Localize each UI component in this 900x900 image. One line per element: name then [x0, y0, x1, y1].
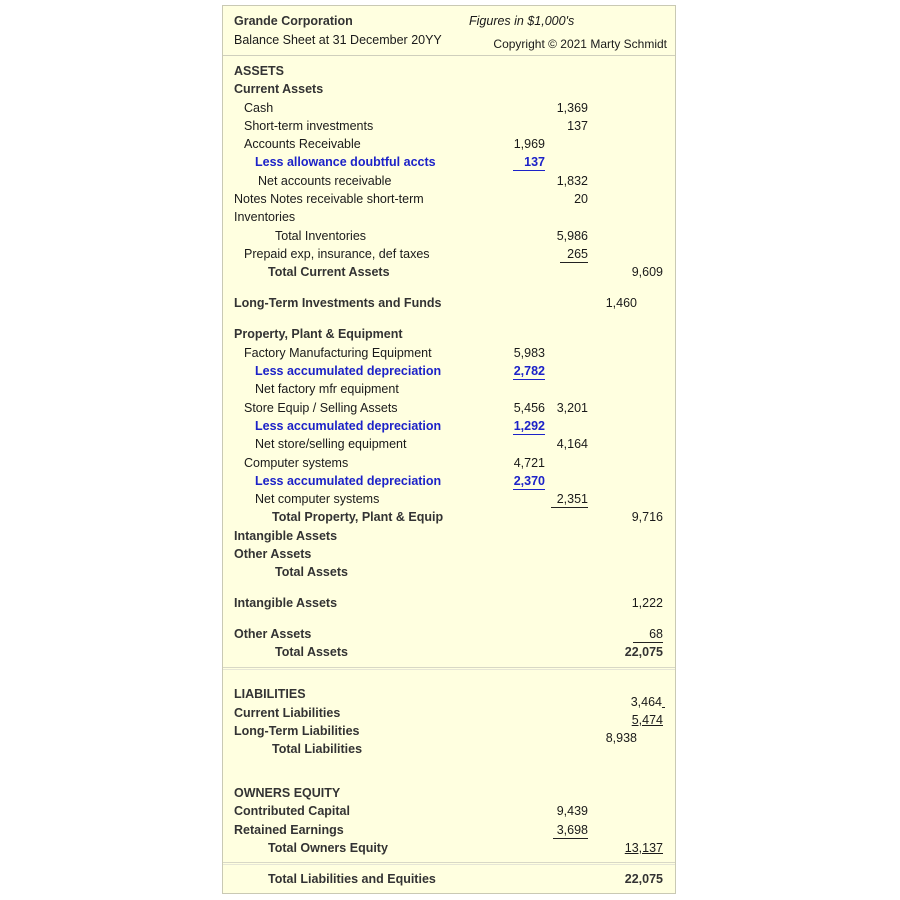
- inventories-label: Inventories: [234, 210, 296, 224]
- sheet-subtitle: Balance Sheet at 31 December 20YY: [234, 33, 442, 47]
- total-liabilities-value: 8,938: [605, 731, 637, 745]
- long-term-liabilities-value: 5,474: [631, 713, 663, 727]
- contributed-capital-value: 9,439: [556, 804, 588, 818]
- total-owners-equity-value: 13,137: [624, 841, 663, 855]
- factory-depreciation-value: 2,782: [513, 364, 545, 378]
- owners-equity-heading: OWNERS EQUITY: [234, 786, 341, 800]
- stray-total-assets-label: Total Assets: [275, 565, 348, 579]
- net-factory-label: Net factory mfr equipment: [255, 382, 399, 396]
- cash-value: 1,369: [556, 101, 588, 115]
- store-equipment-label: Store Equip / Selling Assets: [244, 401, 398, 415]
- figures-note: Figures in $1,000's: [469, 14, 575, 28]
- stray-other-label: Other Assets: [234, 547, 312, 561]
- equity-divider: [223, 862, 675, 863]
- assets-divider: [223, 667, 675, 668]
- current-liabilities-value: [631, 695, 665, 710]
- current-assets-heading: Current Assets: [234, 82, 324, 96]
- less-allowance-value: 137: [513, 155, 545, 171]
- store-depreciation-value: 1,292: [513, 419, 545, 433]
- other-assets-label: Other Assets: [234, 627, 312, 641]
- computer-systems-label: Computer systems: [244, 456, 349, 470]
- accounts-receivable-value: 1,969: [513, 137, 545, 151]
- cash-label: Cash: [244, 101, 274, 115]
- header-divider: [223, 55, 675, 56]
- total-inventories-label: Total Inventories: [275, 229, 367, 243]
- less-allowance-label: Less allowance doubtful accts: [255, 155, 436, 169]
- total-inventories-value: 5,986: [556, 229, 588, 243]
- other-assets-value: 68: [633, 627, 663, 643]
- intangible-assets-label: Intangible Assets: [234, 596, 338, 610]
- notes-receivable-label: Notes Notes receivable short-term: [234, 192, 424, 206]
- total-ppe-value: 9,716: [631, 510, 663, 524]
- copyright-note: Copyright © 2021 Marty Schmidt: [493, 37, 667, 51]
- liabilities-heading: LIABILITIES: [234, 687, 306, 701]
- total-assets-value: 22,075: [624, 645, 663, 659]
- total-current-assets-value: 9,609: [631, 265, 663, 279]
- net-ar-label: Net accounts receivable: [258, 174, 392, 188]
- net-computer-label: Net computer systems: [255, 492, 380, 506]
- retained-earnings-label: Retained Earnings: [234, 823, 344, 837]
- net-computer-value: 2,351: [551, 492, 588, 508]
- computer-depreciation-label: Less accumulated depreciation: [255, 474, 442, 488]
- balance-sheet: [222, 5, 676, 894]
- total-liabilities-label: Total Liabilities: [272, 742, 363, 756]
- net-store-label: Net store/selling equipment: [255, 437, 407, 451]
- factory-depreciation-label: Less accumulated depreciation: [255, 364, 442, 378]
- ppe-heading: Property, Plant & Equipment: [234, 327, 403, 341]
- net-factory-value: 3,201: [556, 401, 588, 415]
- stray-intangible-label: Intangible Assets: [234, 529, 338, 543]
- total-assets-label: Total Assets: [275, 645, 348, 659]
- short-term-investments-label: Short-term investments: [244, 119, 374, 133]
- computer-depreciation-value: 2,370: [513, 474, 545, 488]
- company-name: Grande Corporation: [234, 14, 353, 28]
- store-depreciation-label: Less accumulated depreciation: [255, 419, 442, 433]
- assets-heading: ASSETS: [234, 64, 285, 78]
- notes-receivable-value: 20: [574, 192, 588, 206]
- intangible-assets-value: 1,222: [631, 596, 663, 610]
- factory-equipment-label: Factory Manufacturing Equipment: [244, 346, 432, 360]
- total-owners-equity-label: Total Owners Equity: [268, 841, 388, 855]
- computer-systems-value: 4,721: [513, 456, 545, 470]
- long-term-liabilities-label: Long-Term Liabilities: [234, 724, 360, 738]
- total-liabilities-equities-label: Total Liabilities and Equities: [268, 872, 436, 886]
- long-term-investments-label: Long-Term Investments and Funds: [234, 296, 442, 310]
- store-equipment-value: 5,456: [513, 401, 545, 415]
- total-ppe-label: Total Property, Plant & Equip: [272, 510, 444, 524]
- contributed-capital-label: Contributed Capital: [234, 804, 350, 818]
- retained-earnings-value: 3,698: [553, 823, 588, 839]
- accounts-receivable-label: Accounts Receivable: [244, 137, 361, 151]
- factory-equipment-value: 5,983: [513, 346, 545, 360]
- prepaid-label: Prepaid exp, insurance, def taxes: [244, 247, 430, 261]
- net-store-value: 4,164: [556, 437, 588, 451]
- short-term-investments-value: 137: [567, 119, 588, 133]
- net-ar-value: 1,832: [556, 174, 588, 188]
- prepaid-value: 265: [560, 247, 588, 263]
- total-liabilities-equities-value: 22,075: [624, 872, 663, 886]
- total-current-assets-label: Total Current Assets: [268, 265, 390, 279]
- long-term-investments-value: 1,460: [605, 296, 637, 310]
- current-liabilities-label: Current Liabilities: [234, 706, 341, 720]
- current-liabilities-number: 3,464: [630, 695, 662, 709]
